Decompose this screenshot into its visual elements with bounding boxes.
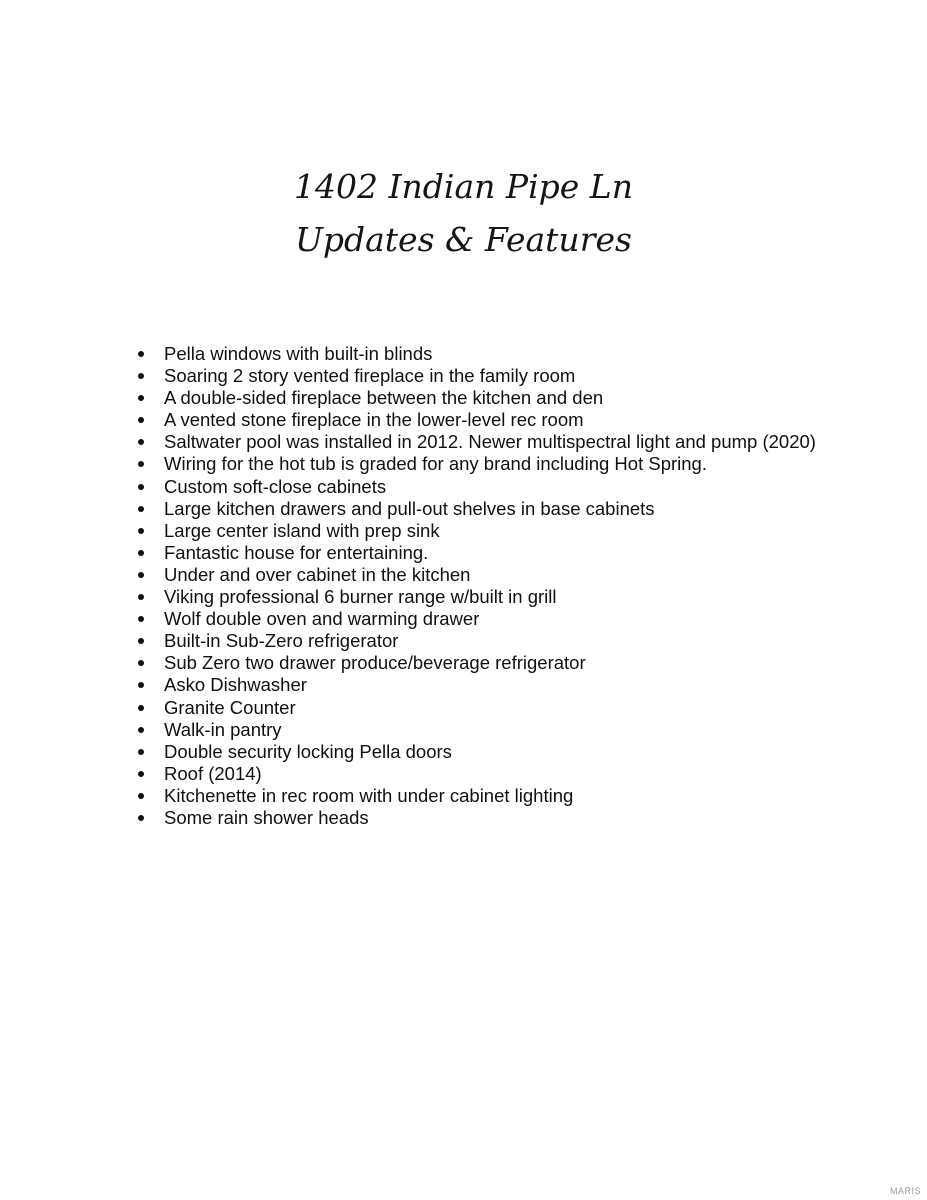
feature-list-item (136, 476, 836, 498)
bullet-icon (138, 638, 144, 644)
feature-list-item (136, 564, 836, 586)
bullet-icon (138, 616, 144, 622)
feature-list-item (136, 674, 836, 696)
bullet-icon (138, 705, 144, 711)
bullet-icon (138, 660, 144, 666)
bullet-icon (138, 439, 144, 445)
bullet-icon (138, 506, 144, 512)
feature-text: Wolf double oven and warming drawer (164, 608, 480, 630)
bullet-icon (138, 572, 144, 578)
feature-list-item (136, 807, 836, 829)
feature-text: Saltwater pool was installed in 2012. Newer multispectral light and pump (2020) (164, 431, 816, 453)
feature-list-item (136, 409, 836, 431)
feature-text: Granite Counter (164, 696, 296, 718)
feature-list-item (136, 630, 836, 652)
title-subtitle: Updates & Features (295, 220, 632, 259)
feature-text: Viking professional 6 burner range w/built in grill (164, 586, 557, 608)
bullet-icon (138, 417, 144, 423)
bullet-icon (138, 373, 144, 379)
maris-watermark: MARIS (889, 1186, 921, 1196)
feature-list-item (136, 697, 836, 719)
feature-text: Built-in Sub-Zero refrigerator (164, 630, 399, 652)
title-address: 1402 Indian Pipe Ln (294, 167, 633, 206)
feature-list-item (136, 652, 836, 674)
feature-list-item (136, 431, 836, 453)
feature-text: Double security locking Pella doors (164, 740, 452, 762)
feature-list-item (136, 785, 836, 807)
features-list (136, 343, 836, 829)
feature-list-item (136, 608, 836, 630)
bullet-icon (138, 461, 144, 467)
bullet-icon (138, 528, 144, 534)
bullet-icon (138, 594, 144, 600)
feature-text: Roof (2014) (164, 762, 262, 784)
bullet-icon (138, 771, 144, 777)
bullet-icon (138, 793, 144, 799)
document-title (0, 160, 927, 266)
feature-text: Asko Dishwasher (164, 674, 307, 696)
feature-text: Large kitchen drawers and pull-out shelves in base cabinets (164, 497, 655, 519)
feature-list-item (136, 498, 836, 520)
feature-text: Pella windows with built-in blinds (164, 343, 433, 364)
bullet-icon (138, 815, 144, 821)
feature-list-item (136, 741, 836, 763)
feature-list-item (136, 387, 836, 409)
feature-list-item (136, 365, 836, 387)
feature-text: A vented stone fireplace in the lower-level rec room (164, 409, 584, 431)
feature-text: Wiring for the hot tub is graded for any brand including Hot Spring. (164, 453, 707, 475)
feature-text: A double-sided fireplace between the kitchen and den (164, 387, 604, 409)
bullet-icon (138, 749, 144, 755)
feature-text: Custom soft-close cabinets (164, 475, 387, 497)
feature-list-item (136, 763, 836, 785)
bullet-icon (138, 682, 144, 688)
bullet-icon (138, 727, 144, 733)
bullet-icon (138, 550, 144, 556)
bullet-icon (138, 395, 144, 401)
bullet-icon (138, 351, 144, 357)
feature-list-item (136, 343, 836, 365)
feature-text: Some rain shower heads (164, 806, 369, 828)
feature-text: Walk-in pantry (164, 718, 282, 740)
feature-text: Large center island with prep sink (164, 519, 440, 541)
feature-text: Under and over cabinet in the kitchen (164, 563, 471, 585)
bullet-icon (138, 484, 144, 490)
feature-list-item (136, 719, 836, 741)
feature-text: Sub Zero two drawer produce/beverage refrigerator (164, 652, 586, 674)
feature-text: Fantastic house for entertaining. (164, 541, 429, 563)
feature-list-item (136, 542, 836, 564)
feature-text: Kitchenette in rec room with under cabinet lighting (164, 784, 574, 806)
feature-list-item (136, 520, 836, 542)
feature-list-item (136, 453, 836, 475)
feature-list-item (136, 586, 836, 608)
feature-text: Soaring 2 story vented fireplace in the family room (164, 365, 576, 387)
